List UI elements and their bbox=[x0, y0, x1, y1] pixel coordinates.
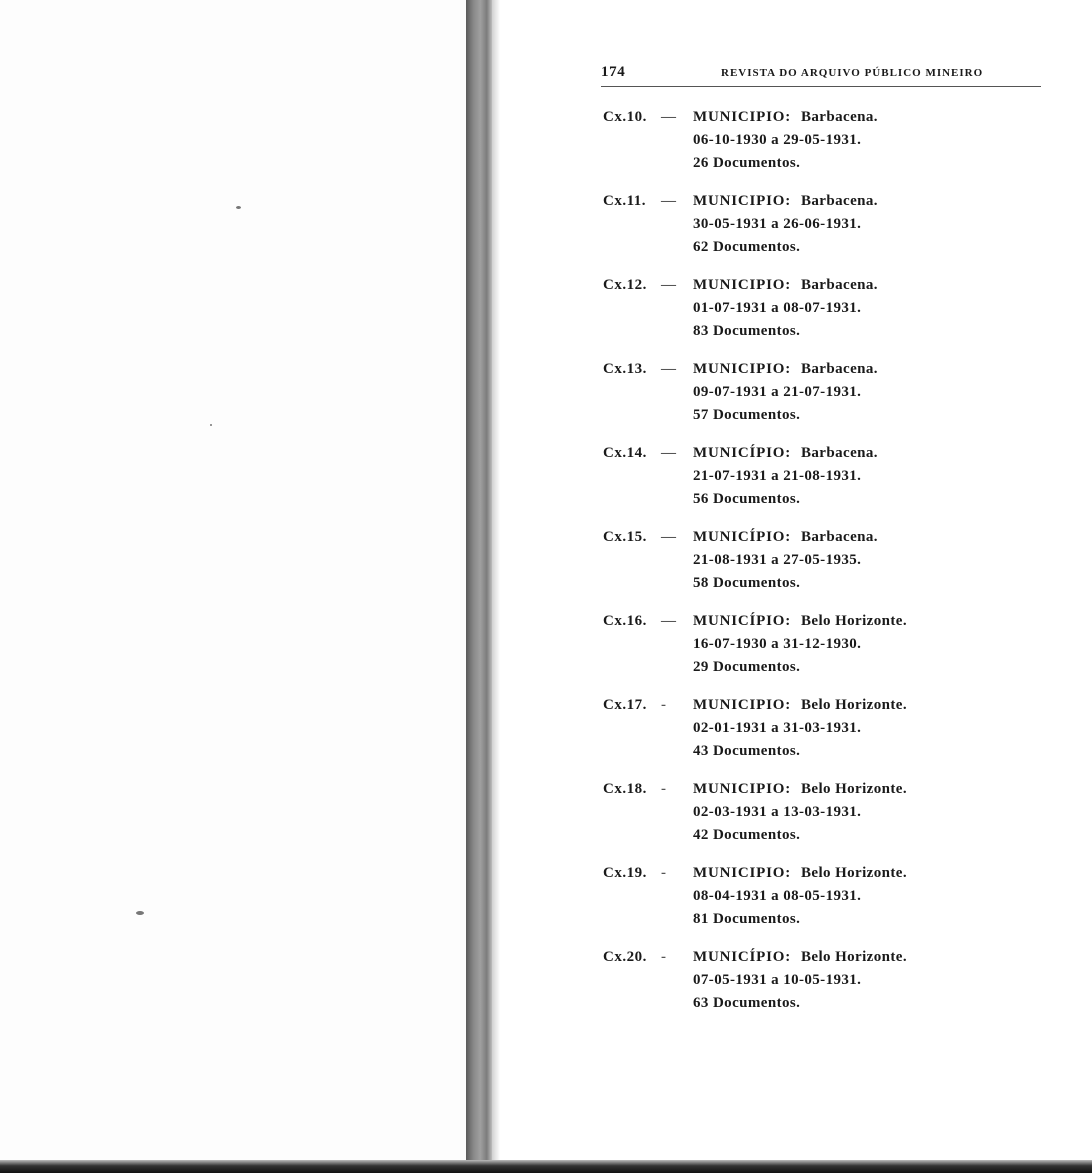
entry-dash: — bbox=[661, 445, 676, 461]
municipio-label: MUNICÍPIO: bbox=[693, 613, 791, 629]
box-entry bbox=[603, 442, 1063, 526]
box-entry bbox=[603, 694, 1063, 778]
date-range: 09-07-1931 a 21-07-1931. bbox=[693, 384, 862, 400]
gutter-shadow bbox=[492, 0, 500, 1160]
entry-dash: - bbox=[661, 781, 666, 797]
entry-dash: — bbox=[661, 529, 676, 545]
box-entry bbox=[603, 526, 1063, 610]
municipio-label: MUNICIPIO: bbox=[693, 277, 791, 293]
box-entry bbox=[603, 862, 1063, 946]
page-number: 174 bbox=[601, 64, 626, 80]
entry-dash: — bbox=[661, 613, 676, 629]
box-entries-list bbox=[603, 106, 1063, 1030]
municipio-name: Barbacena. bbox=[801, 193, 878, 209]
box-number: Cx.20. bbox=[603, 949, 647, 965]
entry-dash: — bbox=[661, 109, 676, 125]
document-count: 58 Documentos. bbox=[693, 575, 801, 591]
document-count: 81 Documentos. bbox=[693, 911, 801, 927]
box-number: Cx.17. bbox=[603, 697, 647, 713]
book-gutter bbox=[466, 0, 492, 1160]
entry-dash: — bbox=[661, 277, 676, 293]
entry-dash: — bbox=[661, 193, 676, 209]
paper-speck bbox=[210, 424, 212, 426]
entry-dash: - bbox=[661, 949, 666, 965]
date-range: 02-03-1931 a 13-03-1931. bbox=[693, 804, 862, 820]
date-range: 01-07-1931 a 08-07-1931. bbox=[693, 300, 862, 316]
date-range: 30-05-1931 a 26-06-1931. bbox=[693, 216, 862, 232]
box-number: Cx.11. bbox=[603, 193, 647, 209]
box-entry bbox=[603, 946, 1063, 1030]
box-entry bbox=[603, 778, 1063, 862]
running-title: REVISTA DO ARQUIVO PÚBLICO MINEIRO bbox=[721, 67, 984, 79]
municipio-label: MUNICIPIO: bbox=[693, 865, 791, 881]
box-number: Cx.10. bbox=[603, 109, 647, 125]
municipio-label: MUNICIPIO: bbox=[693, 361, 791, 377]
document-count: 63 Documentos. bbox=[693, 995, 801, 1011]
left-page-blank bbox=[0, 0, 466, 1173]
document-count: 56 Documentos. bbox=[693, 491, 801, 507]
municipio-name: Barbacena. bbox=[801, 529, 878, 545]
municipio-name: Belo Horizonte. bbox=[801, 697, 907, 713]
municipio-label: MUNICÍPIO: bbox=[693, 949, 791, 965]
entry-dash: - bbox=[661, 697, 666, 713]
document-count: 57 Documentos. bbox=[693, 407, 801, 423]
box-number: Cx.15. bbox=[603, 529, 647, 545]
municipio-name: Barbacena. bbox=[801, 109, 878, 125]
date-range: 16-07-1930 a 31-12-1930. bbox=[693, 636, 862, 652]
document-count: 83 Documentos. bbox=[693, 323, 801, 339]
municipio-name: Belo Horizonte. bbox=[801, 949, 907, 965]
box-entry bbox=[603, 358, 1063, 442]
entry-dash: - bbox=[661, 865, 666, 881]
document-count: 26 Documentos. bbox=[693, 155, 801, 171]
box-number: Cx.14. bbox=[603, 445, 647, 461]
municipio-label: MUNICIPIO: bbox=[693, 109, 791, 125]
box-number: Cx.16. bbox=[603, 613, 647, 629]
municipio-label: MUNICIPIO: bbox=[693, 697, 791, 713]
box-number: Cx.12. bbox=[603, 277, 647, 293]
entry-dash: — bbox=[661, 361, 676, 377]
date-range: 06-10-1930 a 29-05-1931. bbox=[693, 132, 862, 148]
date-range: 21-07-1931 a 21-08-1931. bbox=[693, 468, 862, 484]
box-number: Cx.13. bbox=[603, 361, 647, 377]
box-number: Cx.18. bbox=[603, 781, 647, 797]
paper-speck bbox=[136, 911, 144, 915]
box-number: Cx.19. bbox=[603, 865, 647, 881]
document-count: 29 Documentos. bbox=[693, 659, 801, 675]
document-count: 42 Documentos. bbox=[693, 827, 801, 843]
date-range: 02-01-1931 a 31-03-1931. bbox=[693, 720, 862, 736]
municipio-label: MUNICIPIO: bbox=[693, 781, 791, 797]
page-bottom-edge bbox=[0, 1160, 1092, 1173]
municipio-name: Belo Horizonte. bbox=[801, 613, 907, 629]
municipio-name: Belo Horizonte. bbox=[801, 865, 907, 881]
box-entry bbox=[603, 190, 1063, 274]
box-entry bbox=[603, 610, 1063, 694]
municipio-name: Belo Horizonte. bbox=[801, 781, 907, 797]
date-range: 08-04-1931 a 08-05-1931. bbox=[693, 888, 862, 904]
paper-speck bbox=[236, 206, 241, 209]
municipio-name: Barbacena. bbox=[801, 445, 878, 461]
municipio-name: Barbacena. bbox=[801, 277, 878, 293]
box-entry bbox=[603, 274, 1063, 358]
document-count: 43 Documentos. bbox=[693, 743, 801, 759]
date-range: 07-05-1931 a 10-05-1931. bbox=[693, 972, 862, 988]
municipio-name: Barbacena. bbox=[801, 361, 878, 377]
page-header bbox=[601, 64, 1041, 87]
municipio-label: MUNICÍPIO: bbox=[693, 445, 791, 461]
date-range: 21-08-1931 a 27-05-1935. bbox=[693, 552, 862, 568]
document-count: 62 Documentos. bbox=[693, 239, 801, 255]
municipio-label: MUNICIPIO: bbox=[693, 193, 791, 209]
box-entry bbox=[603, 106, 1063, 190]
municipio-label: MUNICÍPIO: bbox=[693, 529, 791, 545]
